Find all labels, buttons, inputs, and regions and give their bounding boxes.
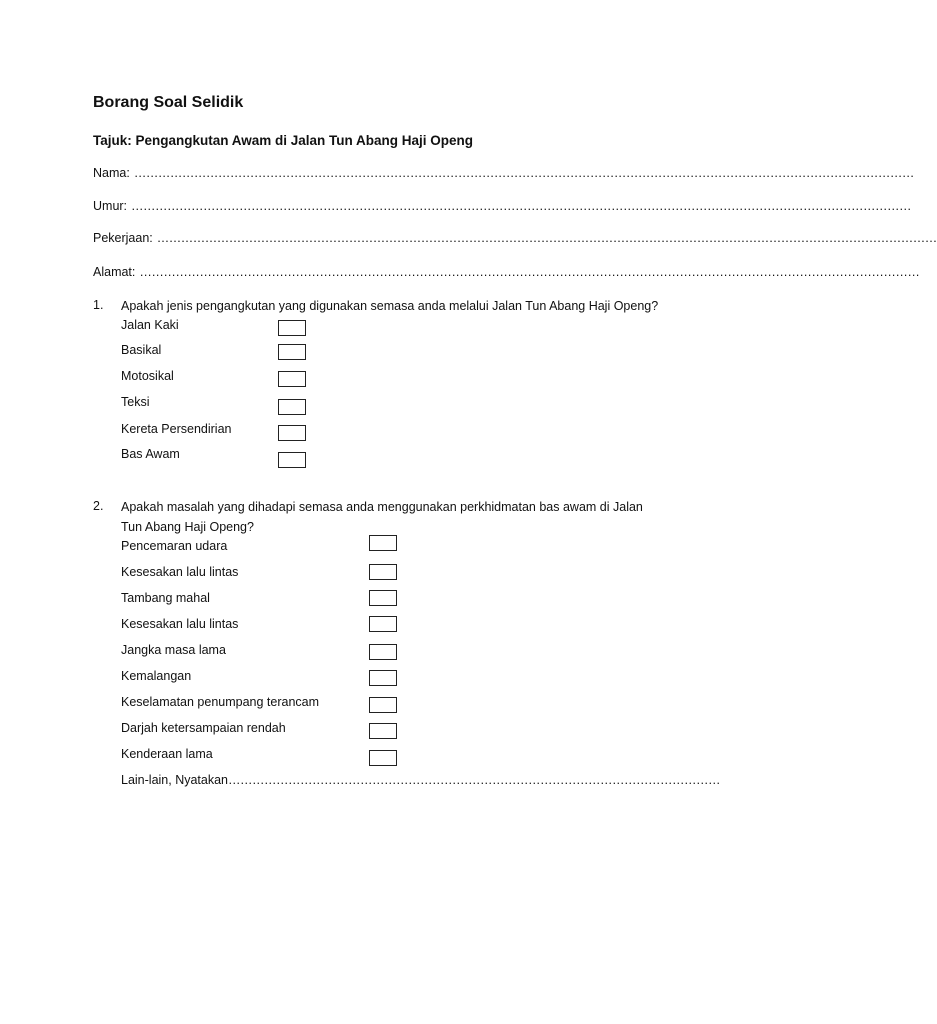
q2-option-label: Jangka masa lama (121, 643, 226, 657)
q2-checkbox-jangka-masa-lama[interactable] (369, 644, 397, 660)
q1-option-label: Basikal (121, 343, 162, 357)
occupation-field[interactable] (93, 231, 937, 245)
q2-checkbox-tambang-mahal[interactable] (369, 590, 397, 606)
q2-checkbox-pencemaran-udara[interactable] (369, 535, 397, 551)
address-label: Alamat: (93, 265, 136, 279)
form-title: Borang Soal Selidik (93, 94, 244, 111)
address-blank-line[interactable]: …………………………………………………………………………………………………………………………………………………………………………… (139, 265, 920, 279)
q2-option-label: Kesesakan lalu lintas (121, 565, 239, 579)
q2-option-label: Kemalangan (121, 669, 192, 683)
q1-checkbox-basikal[interactable] (278, 344, 306, 360)
q2-checkbox-darjah-ketersampaian[interactable] (369, 723, 397, 739)
occupation-label: Pekerjaan: (93, 231, 153, 245)
q2-other-field[interactable] (121, 773, 721, 787)
question-2-text: Apakah masalah yang dihadapi semasa anda menggunakan perkhidmatan bas awam di Jalan Tun Abang Haji Openg? (121, 500, 643, 534)
q1-checkbox-teksi[interactable] (278, 399, 306, 415)
q2-option-label: Keselamatan penumpang terancam (121, 695, 320, 709)
form-subtitle: Tajuk: Pengangkutan Awam di Jalan Tun Abang Haji Openg (93, 133, 474, 148)
age-blank-line[interactable]: …………………………………………………………………………………………………………………………………………………………………………… (131, 199, 912, 213)
age-field[interactable] (93, 199, 912, 213)
q1-option-label: Teksi (121, 395, 150, 409)
q2-checkbox-kenderaan-lama[interactable] (369, 750, 397, 766)
name-field[interactable] (93, 166, 914, 180)
address-field[interactable] (93, 265, 920, 279)
age-label: Umur: (93, 199, 128, 213)
q2-option-label: Kesesakan lalu lintas (121, 617, 239, 631)
q1-checkbox-motosikal[interactable] (278, 371, 306, 387)
q2-other-blank-line[interactable]: …………………………………………………………………………………………………………… (228, 773, 721, 787)
q1-checkbox-kereta-persendirian[interactable] (278, 425, 306, 441)
q2-option-label: Darjah ketersampaian rendah (121, 721, 286, 735)
name-label: Nama: (93, 166, 130, 180)
q2-checkbox-kesesakan-lalu-lintas-1[interactable] (369, 564, 397, 580)
q1-option-label: Jalan Kaki (121, 318, 179, 332)
q1-option-label: Kereta Persendirian (121, 422, 232, 436)
q2-checkbox-kesesakan-lalu-lintas-2[interactable] (369, 616, 397, 632)
name-blank-line[interactable]: …………………………………………………………………………………………………………………………………………………………………………… (133, 166, 914, 180)
q2-option-label: Tambang mahal (121, 591, 210, 605)
question-1-text: Apakah jenis pengangkutan yang digunakan semasa anda melalui Jalan Tun Abang Haji Openg? (121, 299, 659, 313)
occupation-blank-line[interactable]: …………………………………………………………………………………………………………………………………………………………………………… (156, 231, 937, 245)
q1-checkbox-jalan-kaki[interactable] (278, 320, 306, 336)
q2-option-label: Kenderaan lama (121, 747, 213, 761)
q2-other-label: Lain-lain, Nyatakan (121, 773, 229, 787)
question-1-number: 1. (93, 298, 104, 312)
q1-checkbox-bas-awam[interactable] (278, 452, 306, 468)
q2-option-label: Pencemaran udara (121, 539, 228, 553)
q2-checkbox-keselamatan-penumpang[interactable] (369, 697, 397, 713)
question-2-number: 2. (93, 499, 104, 513)
q1-option-label: Bas Awam (121, 447, 180, 461)
q1-option-label: Motosikal (121, 369, 174, 383)
q2-checkbox-kemalangan[interactable] (369, 670, 397, 686)
